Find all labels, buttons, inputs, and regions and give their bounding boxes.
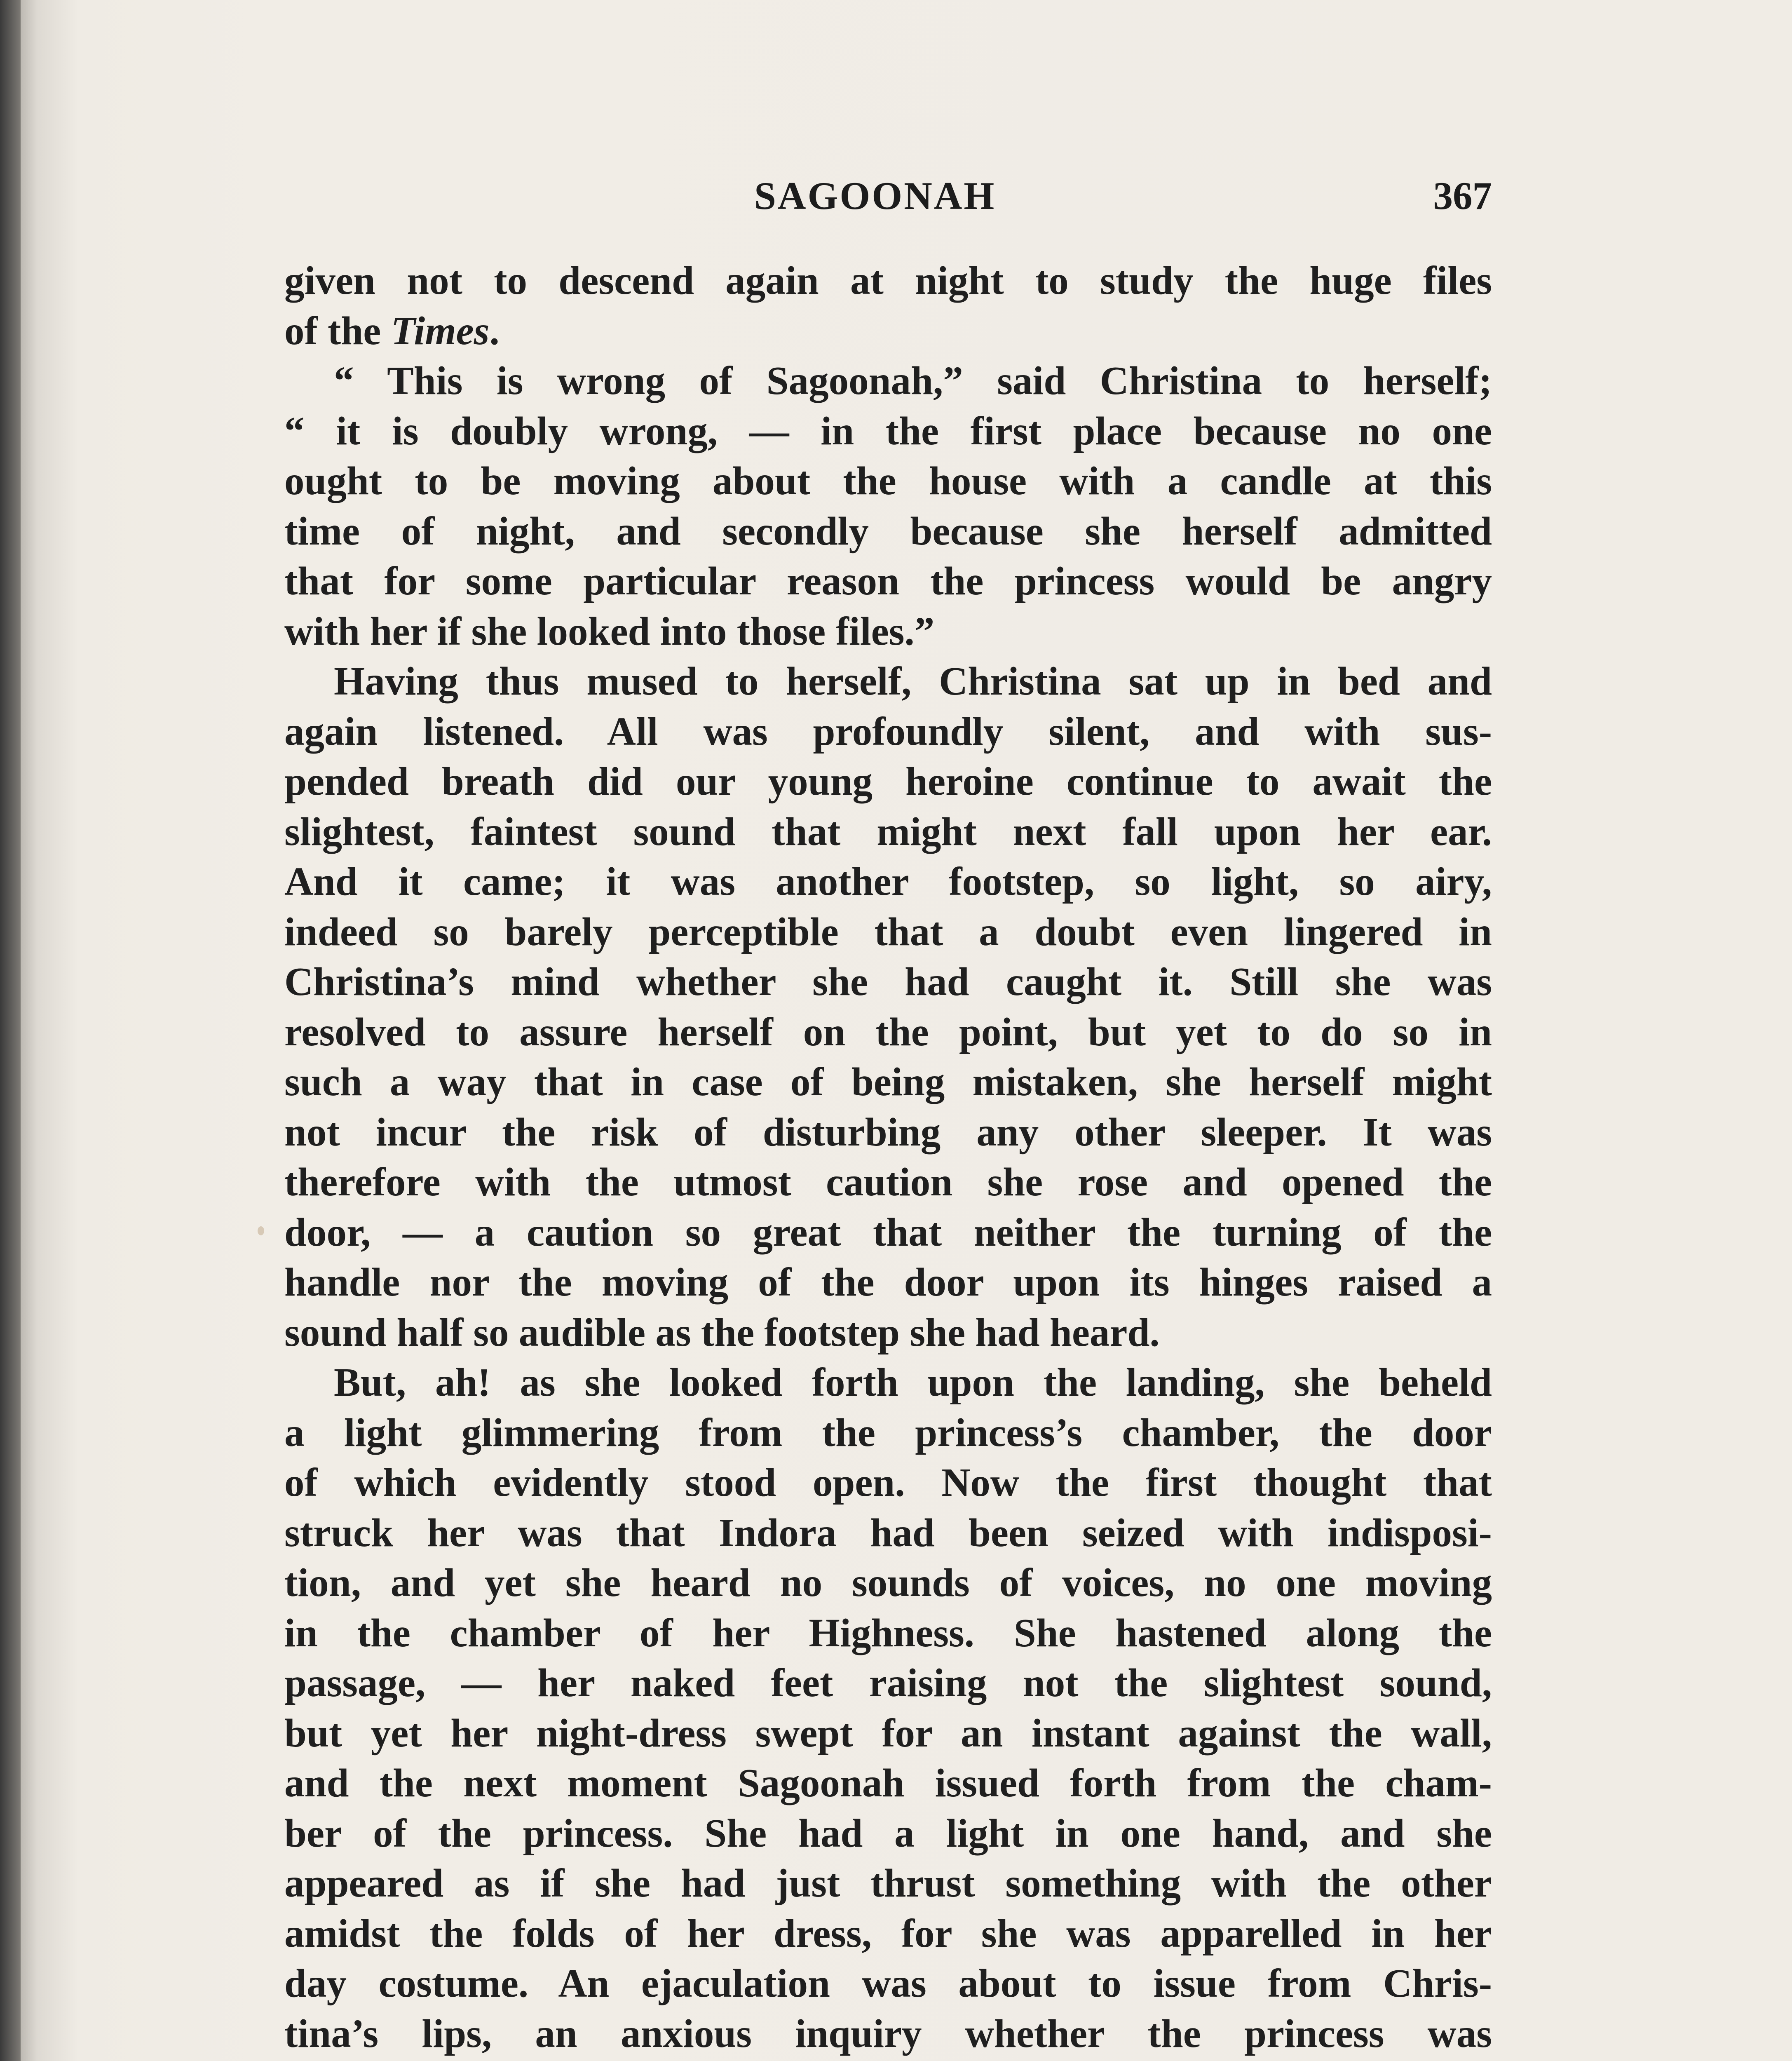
text-line: not incur the risk of disturbing any other sleeper. It was xyxy=(284,1110,1492,1154)
text-line: of the Times. xyxy=(284,308,500,353)
text-line: day costume. An ejaculation was about to issue from Chris- xyxy=(284,1961,1492,2005)
text-line: in the chamber of her Highness. She hastened along the xyxy=(284,1610,1492,1655)
text-line: with her if she looked into those files.” xyxy=(284,609,935,653)
paper-speck xyxy=(258,1226,264,1235)
text-line: ber of the princess. She had a light in one hand, and she xyxy=(284,1811,1492,1855)
text-line: such a way that in case of being mistaken, she herself might xyxy=(284,1060,1492,1104)
text-line: handle nor the moving of the door upon its hinges raised a xyxy=(284,1260,1492,1304)
text-line: tion, and yet she heard no sounds of voices, no one moving xyxy=(284,1561,1492,1605)
text-line: a light glimmering from the princess’s chamber, the door xyxy=(284,1410,1492,1455)
text-line: Christina’s mind whether she had caught it. Still she was xyxy=(284,960,1492,1004)
text-line: tina’s lips, an anxious inquiry whether the princess was xyxy=(284,2011,1492,2056)
text-line: sound half so audible as the footstep she had heard. xyxy=(284,1310,1160,1354)
text-line: therefore with the utmost caution she rose and opened the xyxy=(284,1160,1492,1204)
text-line: appeared as if she had just thrust something with the other xyxy=(284,1861,1492,1905)
text-line: but yet her night-dress swept for an instant against the wall, xyxy=(284,1711,1492,1755)
running-head: SAGOONAH xyxy=(754,174,996,218)
text-line: of which evidently stood open. Now the first thought that xyxy=(284,1460,1492,1505)
text-line: passage, — her naked feet raising not the slightest sound, xyxy=(284,1661,1492,1705)
text-line: given not to descend again at night to study the huge files xyxy=(284,258,1492,303)
text-line: And it came; it was another footstep, so light, so airy, xyxy=(284,859,1492,904)
page-header xyxy=(284,167,1492,225)
text-line: indeed so barely perceptible that a doubt even lingered in xyxy=(284,909,1492,954)
body-text xyxy=(284,256,1492,2061)
text-line: But, ah! as she looked forth upon the landing, she beheld xyxy=(334,1360,1492,1404)
text-line: “ it is doubly wrong, — in the first place because no one xyxy=(284,408,1492,453)
text-line: time of night, and secondly because she herself admitted xyxy=(284,509,1492,553)
text-line: that for some particular reason the princess would be angry xyxy=(284,559,1492,603)
page-gutter xyxy=(0,0,21,2061)
text-line: again listened. All was profoundly silent, and with sus- xyxy=(284,709,1492,754)
italic-title: Times xyxy=(391,308,490,353)
text-line: door, — a caution so great that neither the turning of the xyxy=(284,1210,1492,1254)
text-line: amidst the folds of her dress, for she was apparelled in her xyxy=(284,1911,1492,1955)
text-line: and the next moment Sagoonah issued forth from the cham- xyxy=(284,1761,1492,1805)
page-number: 367 xyxy=(1433,174,1492,218)
text-line: ought to be moving about the house with a candle at this xyxy=(284,459,1492,503)
text-line: slightest, faintest sound that might next fall upon her ear. xyxy=(284,809,1492,854)
text-line: Having thus mused to herself, Christina sat up in bed and xyxy=(334,659,1492,703)
text-line: resolved to assure herself on the point, but yet to do so in xyxy=(284,1009,1492,1054)
text-line: “ This is wrong of Sagoonah,” said Christina to herself; xyxy=(334,359,1492,403)
text-line: pended breath did our young heroine continue to await the xyxy=(284,759,1492,803)
text-line xyxy=(284,2059,1492,2061)
text-line: struck her was that Indora had been seized with indisposi- xyxy=(284,1510,1492,1555)
